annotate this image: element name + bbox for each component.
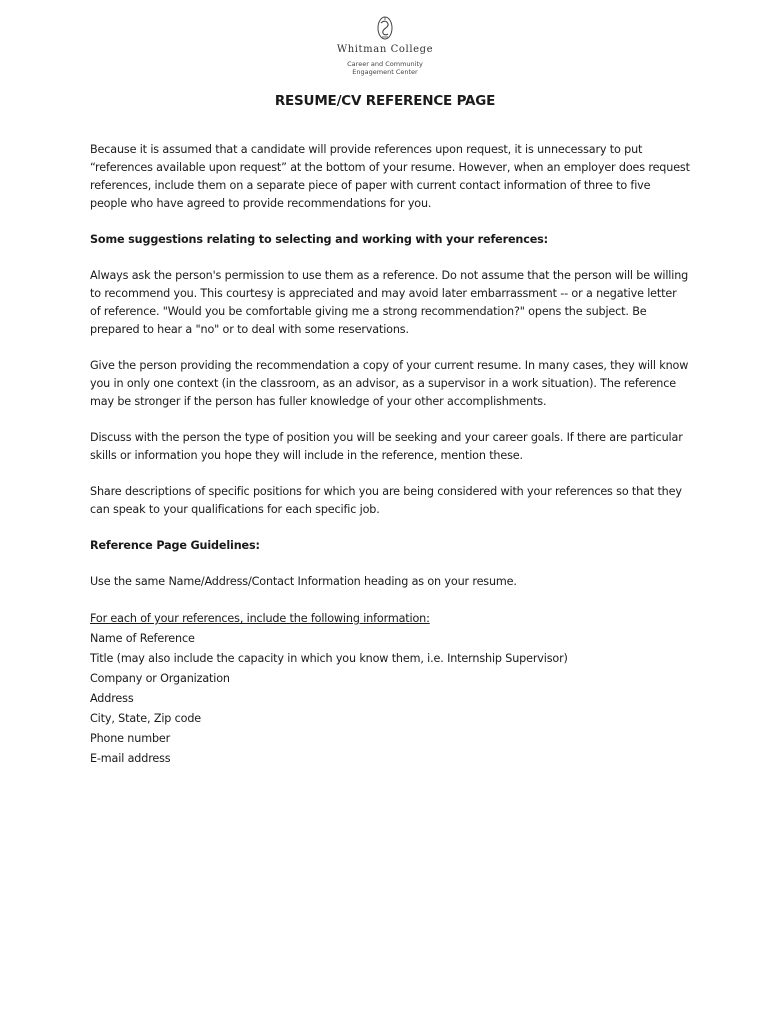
suggestions-heading: Some suggestions relating to selecting and working with your references:	[90, 233, 548, 246]
list-item: Phone number	[90, 732, 171, 745]
college-logo	[320, 14, 450, 76]
list-item: Company or Organization	[90, 672, 230, 685]
suggestion-paragraph: Share descriptions of specific positions for which you are being considered with your references so that they can speak to your qualifications for each specific job.	[90, 485, 682, 516]
list-item: Name of Reference	[90, 632, 195, 645]
list-item: City, State, Zip code	[90, 712, 202, 725]
guidelines-paragraph: Use the same Name/Address/Contact Information heading as on your resume.	[90, 575, 517, 588]
logo-college-name: Whitman College	[336, 44, 434, 55]
intro-paragraph: Because it is assumed that a candidate will provide references upon request, it is unnecessary to put “references available upon request” at the bottom of your resume. However, when an employer does request references, include them on a separate piece of paper with current contact information of three to five people who have agreed to provide recommendations for you.	[90, 143, 690, 210]
list-item: E-mail address	[90, 752, 171, 765]
logo-subtitle-line1: Career and Community	[347, 60, 423, 68]
page-title: RESUME/CV REFERENCE PAGE	[274, 93, 496, 109]
suggestion-paragraph: Always ask the person's permission to use them as a reference. Do not assume that the person will be willing to recommend you. This courtesy is appreciated and may avoid later embarrassment -- or a negative letter of reference. "Would you be comfortable giving me a strong recommendation?" opens the subject. Be prepared to hear a "no" or to deal with some reservations.	[90, 269, 689, 336]
reference-info-list	[90, 609, 690, 769]
info-list-heading: For each of your references, include the following information:	[90, 612, 430, 625]
document-body	[90, 141, 690, 769]
list-item: Title (may also include the capacity in which you know them, i.e. Internship Supervisor)	[90, 652, 568, 665]
suggestion-paragraph: Discuss with the person the type of position you will be seeking and your career goals. If there are particular skills or information you hope they will include in the reference, mention these.	[90, 431, 683, 462]
college-seal-icon	[372, 14, 398, 42]
logo-subtitle-line2: Engagement Center	[352, 68, 418, 76]
suggestion-paragraph: Give the person providing the recommendation a copy of your current resume. In many cases, they will know you in only one context (in the classroom, as an advisor, as a supervisor in a work situation). The reference may be stronger if the person has fuller knowledge of your other accomplishments.	[90, 359, 689, 408]
list-item: Address	[90, 692, 134, 705]
guidelines-heading: Reference Page Guidelines:	[90, 539, 260, 552]
